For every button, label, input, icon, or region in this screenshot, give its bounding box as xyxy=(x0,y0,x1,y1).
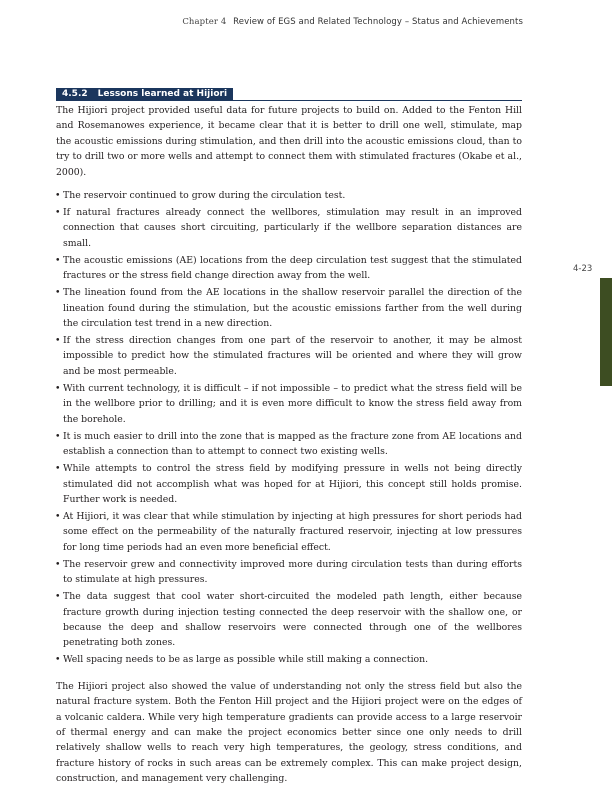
body-content xyxy=(56,103,522,787)
list-item: • The acoustic emissions (AE) locations from the deep circulation test suggest that the stimulated fractures or the stress field change direction away from the well. xyxy=(56,253,522,284)
list-item: • The lineation found from the AE locations in the shallow reservoir parallel the direction of the lineation found during the stimulation, but the acoustic emissions farther from the well during the circulation test trend in a new direction. xyxy=(56,285,522,331)
closing-paragraph: The Hijiori project also showed the value of understanding not only the stress field but also the natural fracture system. Both the Fenton Hill project and the Hijiori project were on the edges of a volcanic caldera. While very high temperature gradients can provide access to a large reservoir of thermal energy and can make the project economics better since one only needs to drill relatively shallow wells to reach very high temperatures, the geology, stress conditions, and fracture history of rocks in such areas can be extremely complex. This can make project design, construction, and management very challenging. xyxy=(56,680,522,785)
list-item: • If the stress direction changes from one part of the reservoir to another, it may be almost impossible to predict how the stimulated fractures will be oriented and where they will grow and be most permeable. xyxy=(56,333,522,379)
section-heading xyxy=(56,88,522,101)
list-item: • Well spacing needs to be as large as possible while still making a connection. xyxy=(56,652,522,667)
list-item: • The reservoir continued to grow during the circulation test. xyxy=(56,188,522,203)
section-title: Lessons learned at Hijiori xyxy=(97,89,228,99)
list-item: • The data suggest that cool water short-circuited the modeled path length, either because fracture growth during injection testing connected the deep reservoir with the shallow one, or because the deep and shallow reservoirs were connected through one of the wellbores penetrating both zones. xyxy=(56,589,522,651)
intro-paragraph: The Hijiori project provided useful data for future projects to build on. Added to the Fenton Hill and Rosemanowes experience, it became clear that it is better to drill one well, stimulate, map the acoustic emissions during stimulation, and then drill into the acoustic emissions cloud, than to try to drill two or more wells and attempt to connect them with stimulated fractures (Okabe et al., 2000). xyxy=(56,105,522,178)
list-item: • The reservoir grew and connectivity improved more during circulation tests than during efforts to stimulate at high pressures. xyxy=(56,557,522,588)
chapter-side-tab xyxy=(600,278,612,386)
list-item: • With current technology, it is difficult – if not impossible – to predict what the stress field will be in the wellbore prior to drilling; and it is even more difficult to know the stress field away from the borehole. xyxy=(56,381,522,427)
chapter-title: Review of EGS and Related Technology – Status and Achievements xyxy=(233,17,523,27)
chapter-label: Chapter 4 xyxy=(182,17,227,27)
list-item: • At Hijiori, it was clear that while stimulation by injecting at high pressures for short periods had some effect on the permeability of the naturally fractured reservoir, injecting at low pressures for long time periods had an even more beneficial effect. xyxy=(56,509,522,555)
running-header xyxy=(182,17,523,27)
section-heading-box xyxy=(56,88,233,100)
list-item: • It is much easier to drill into the zone that is mapped as the fracture zone from AE locations and establish a connection than to attempt to connect two existing wells. xyxy=(56,429,522,460)
page-number: 4-23 xyxy=(573,264,593,274)
list-item: • While attempts to control the stress field by modifying pressure in wells not being directly stimulated did not accomplish what was hoped for at Hijiori, this concept still holds promise. Further work is needed. xyxy=(56,461,522,507)
section-number: 4.5.2 xyxy=(62,89,88,99)
lessons-list xyxy=(56,188,522,668)
list-item: • If natural fractures already connect the wellbores, stimulation may result in an improved connection that causes short circuiting, particularly if the wellbore separation distances are small. xyxy=(56,205,522,251)
